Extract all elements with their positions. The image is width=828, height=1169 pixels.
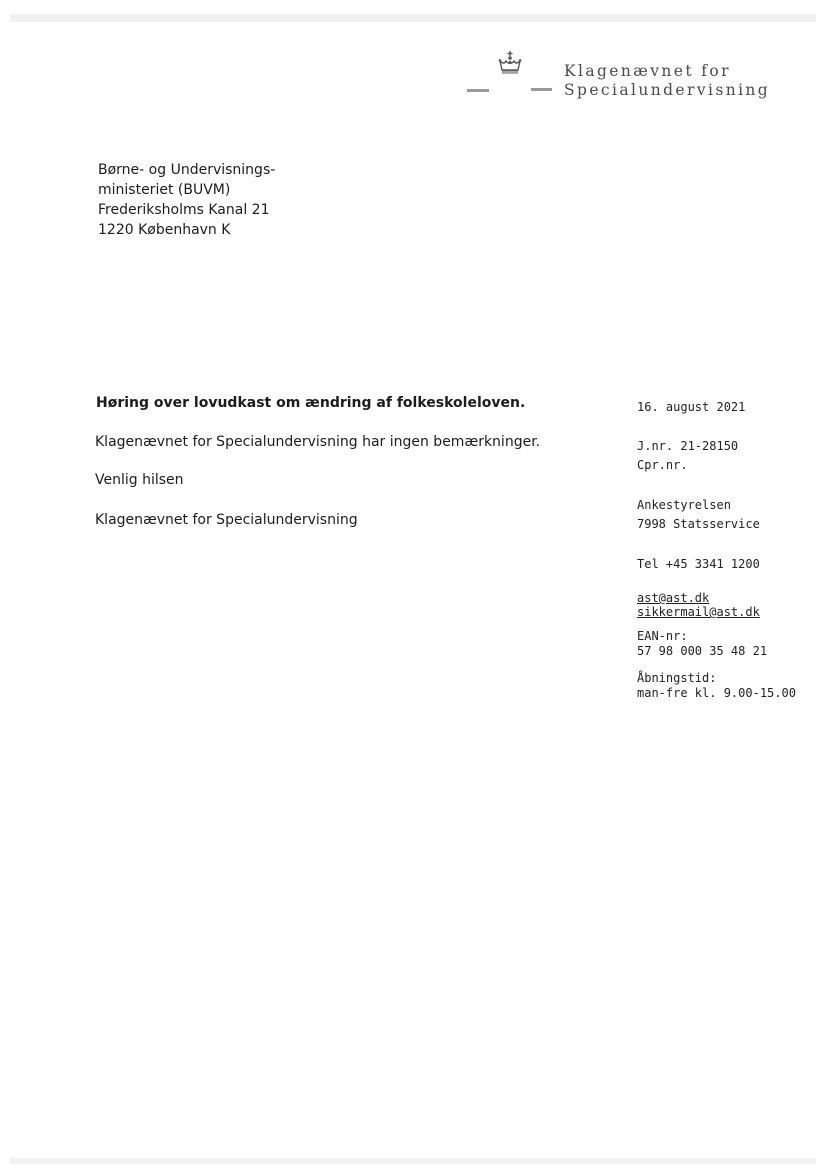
ean-value: 57 98 000 35 48 21 [637, 644, 768, 658]
journal-number: J.nr. 21-28150 [637, 439, 739, 453]
letterhead-org-line1: Klagenævnet for [564, 62, 731, 80]
sender-org-name: Ankestyrelsen [637, 498, 731, 512]
letterhead-org-line2: Specialundervisning [564, 81, 771, 99]
letterhead-rule-right [531, 88, 552, 91]
sender-email-link[interactable]: ast@ast.dk [637, 591, 710, 605]
sender-secure-email-link[interactable]: sikkermail@ast.dk [637, 605, 760, 619]
opening-hours-label: Åbningstid: [637, 671, 717, 685]
letter-paragraph: Klagenævnet for Specialundervisning har ingen bemærkninger. [95, 434, 541, 450]
ean-label: EAN-nr: [637, 629, 688, 643]
recipient-line: ministeriet (BUVM) [98, 182, 231, 198]
letter-date: 16. august 2021 [637, 400, 746, 414]
recipient-line: Børne- og Undervisnings- [98, 162, 276, 178]
sender-phone: Tel +45 3341 1200 [637, 557, 760, 571]
letter-closing: Venlig hilsen [95, 472, 184, 488]
scan-edge-bottom [10, 1158, 816, 1164]
recipient-address [98, 160, 275, 240]
scan-edge-top [10, 14, 816, 22]
letter-subject: Høring over lovudkast om ændring af folkeskoleloven. [96, 395, 526, 411]
recipient-line: 1220 København K [98, 222, 231, 238]
letterhead-rule-left [467, 89, 489, 92]
opening-hours-value: man-fre kl. 9.00-15.00 [637, 686, 796, 700]
sender-org-address: 7998 Statsservice [637, 517, 760, 531]
recipient-line: Frederiksholms Kanal 21 [98, 202, 270, 218]
cpr-number: Cpr.nr. [637, 458, 688, 472]
letter-signature: Klagenævnet for Specialundervisning [95, 512, 358, 528]
crown-icon [496, 50, 524, 78]
